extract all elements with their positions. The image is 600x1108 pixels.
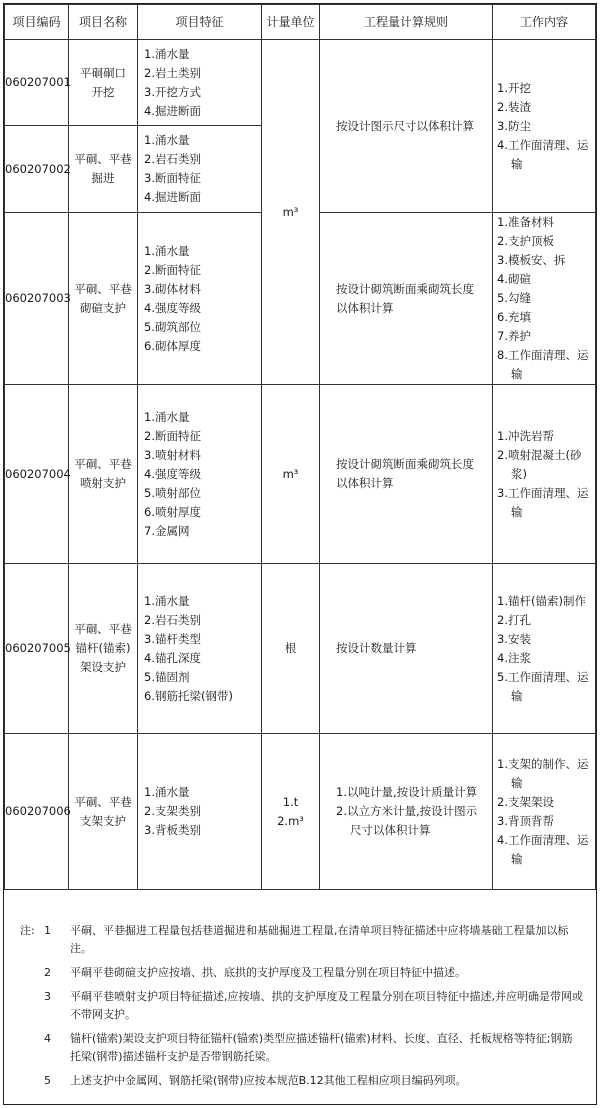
feature-item: 6.钢筋托梁(钢带) [144, 688, 233, 703]
note-item [16, 988, 583, 1024]
feature-item: 6.喷射厚度 [144, 504, 201, 519]
note-number: 3 [44, 990, 51, 1003]
feature-item: 3.砌体材料 [144, 281, 201, 296]
note-text: 锚杆(锚索)架设支护项目特征锚杆(锚索)类型应描述锚杆(锚索)材料、长度、直径、托板规格等特征;钢筋托梁(钢带)描述锚杆支护是否带钢筋托梁。 [70, 1032, 573, 1063]
work-content [493, 213, 596, 385]
feature-item: 4.锚孔深度 [144, 650, 201, 665]
work-item: 5.勾缝 [497, 291, 531, 305]
item-unit: m³ [262, 40, 320, 385]
work-item: 4.注浆 [497, 650, 531, 665]
feature-item: 5.喷射部位 [144, 485, 201, 500]
table-row [5, 385, 596, 564]
rule-item: 2.以立方米计量,按设计图示尺寸以体积计算 [336, 804, 478, 837]
feature-item: 4.掘进断面 [144, 190, 201, 204]
feature-item: 1.涌水量 [144, 785, 190, 799]
note-item [16, 1030, 583, 1066]
item-name [69, 385, 138, 564]
item-name [69, 40, 138, 126]
item-name-line: 平硐、平巷 [74, 457, 132, 471]
table-header-row [5, 5, 596, 40]
work-item: 3.模板安、拆 [497, 253, 566, 267]
header-rule: 工程量计算规则 [320, 5, 493, 40]
item-name-line: 开挖 [91, 84, 115, 99]
work-item: 3.安装 [497, 631, 531, 646]
note-number: 2 [44, 966, 51, 979]
feature-item: 3.喷射材料 [144, 447, 201, 462]
item-code: 060207004 [5, 385, 69, 564]
feature-item: 6.砌体厚度 [144, 338, 201, 353]
item-name-line: 平硐、平巷 [74, 794, 132, 809]
work-item: 4.砌碹 [497, 272, 531, 286]
item-unit: m³ [262, 385, 320, 564]
item-name-line: 锚杆(锚索) [75, 641, 131, 655]
calc-rule: 按设计砌筑断面乘砌筑长度以体积计算 [320, 385, 493, 564]
item-name-line: 架设支护 [80, 660, 126, 674]
calc-rule: 按设计图示尺寸以体积计算 [320, 40, 493, 213]
note-item [16, 1072, 583, 1090]
work-item: 3.工作面清理、运输 [497, 485, 589, 519]
feature-item: 1.涌水量 [144, 243, 190, 258]
work-item: 1.锚杆(锚索)制作 [497, 593, 586, 608]
feature-item: 3.背板类别 [144, 823, 201, 837]
feature-item: 3.开挖方式 [144, 84, 201, 99]
feature-item: 3.断面特征 [144, 171, 201, 185]
calc-rule [320, 734, 493, 890]
table-row [5, 40, 596, 126]
note-text: 平硐平巷喷射支护项目特征描述,应按墙、拱的支护厚度及工程量分别在项目特征中描述,并应明确是带网或不带网支护。 [70, 990, 583, 1021]
item-name [69, 734, 138, 890]
feature-item: 2.断面特征 [144, 262, 201, 277]
item-features [138, 213, 262, 385]
work-item: 3.背顶背帮 [497, 813, 554, 828]
work-item: 3.防尘 [497, 118, 531, 133]
header-features: 项目特征 [138, 5, 262, 40]
feature-item: 4.强度等级 [144, 466, 201, 481]
feature-item: 1.涌水量 [144, 46, 190, 61]
item-name [69, 213, 138, 385]
note-item [16, 922, 583, 958]
item-name [69, 564, 138, 734]
item-code: 060207002 [5, 126, 69, 213]
unit-option: 2.m³ [277, 813, 304, 828]
feature-item: 3.锚杆类型 [144, 631, 201, 646]
notes-section [4, 906, 595, 1103]
work-item: 4.工作面清理、运输 [497, 832, 589, 866]
work-item: 2.支架架设 [497, 794, 554, 809]
item-name-line: 喷射支护 [80, 476, 126, 490]
work-item: 1.支架的制作、运输 [497, 756, 589, 790]
note-number: 5 [44, 1074, 51, 1087]
feature-item: 7.金属网 [144, 523, 190, 538]
note-text: 平硐平巷砌碹支护应按墙、拱、底拱的支护厚度及工程量分别在项目特征中描述。 [70, 966, 466, 979]
rule-item: 1.以吨计量,按设计质量计算 [336, 785, 478, 799]
feature-item: 5.锚固剂 [144, 669, 190, 684]
item-code: 060207001 [5, 40, 69, 126]
item-code: 060207005 [5, 564, 69, 734]
item-name-line: 平硐、平巷 [74, 622, 132, 636]
item-name-line: 平硐硐口 [80, 65, 126, 80]
note-item [16, 964, 583, 982]
feature-item: 1.涌水量 [144, 409, 190, 424]
work-item: 6.充填 [497, 310, 531, 324]
header-code: 项目编码 [5, 5, 69, 40]
note-number: 1 [44, 924, 51, 937]
work-content [493, 40, 596, 213]
item-code: 060207003 [5, 213, 69, 385]
item-name-line: 支架支护 [80, 813, 126, 828]
specification-sheet [3, 3, 597, 1105]
work-content [493, 734, 596, 890]
calc-rule: 按设计数量计算 [320, 564, 493, 734]
item-features [138, 385, 262, 564]
table-row [5, 564, 596, 734]
work-item: 7.养护 [497, 329, 531, 343]
item-features [138, 564, 262, 734]
work-item: 4.工作面清理、运输 [497, 137, 589, 171]
item-name-line: 平硐、平巷 [74, 152, 132, 166]
item-features [138, 734, 262, 890]
note-text: 上述支护中金属网、钢筋托梁(钢带)应按本规范B.12其他工程相应项目编码列项。 [70, 1074, 467, 1087]
item-unit: 根 [262, 564, 320, 734]
feature-item: 2.断面特征 [144, 428, 201, 443]
feature-item: 4.掘进断面 [144, 103, 201, 118]
work-content [493, 385, 596, 564]
item-name-line: 平硐、平巷 [74, 281, 132, 296]
header-unit: 计量单位 [262, 5, 320, 40]
feature-item: 2.岩石类别 [144, 612, 201, 627]
work-content [493, 564, 596, 734]
work-item: 8.工作面清理、运输 [497, 348, 589, 381]
feature-item: 2.岩土类别 [144, 65, 201, 80]
header-name: 项目名称 [69, 5, 138, 40]
calc-rule: 按设计砌筑断面乘砌筑长度以体积计算 [320, 213, 493, 385]
table-row [5, 734, 596, 890]
item-features [138, 126, 262, 213]
note-text: 平硐、平巷掘进工程量包括巷道掘进和基础掘进工程量,在清单项目特征描述中应将墙基础工程量加以标注。 [70, 924, 569, 955]
work-item: 1.冲洗岩帮 [497, 428, 554, 443]
feature-item: 5.砌筑部位 [144, 319, 201, 334]
unit-option: 1.t [282, 794, 299, 809]
work-item: 1.开挖 [497, 80, 531, 95]
feature-item: 2.支架类别 [144, 804, 201, 818]
item-code: 060207006 [5, 734, 69, 890]
feature-item: 1.涌水量 [144, 133, 190, 147]
work-item: 2.支护顶板 [497, 234, 554, 248]
item-name-line: 掘进 [91, 171, 115, 185]
item-features [138, 40, 262, 126]
feature-item: 2.岩石类别 [144, 152, 201, 166]
work-item: 2.装渣 [497, 99, 531, 114]
note-number: 4 [44, 1032, 51, 1045]
item-unit [262, 734, 320, 890]
feature-item: 4.强度等级 [144, 300, 201, 315]
work-item: 5.工作面清理、运输 [497, 669, 589, 703]
item-name [69, 126, 138, 213]
header-work: 工作内容 [493, 5, 596, 40]
bill-of-quantities-table [4, 4, 596, 890]
work-item: 2.喷射混凝土(砂浆) [497, 447, 582, 481]
work-item: 1.准备材料 [497, 215, 554, 229]
work-item: 2.打孔 [497, 612, 531, 627]
item-name-line: 砌碹支护 [80, 300, 126, 315]
feature-item: 1.涌水量 [144, 593, 190, 608]
notes-lead: 注: [20, 924, 35, 937]
